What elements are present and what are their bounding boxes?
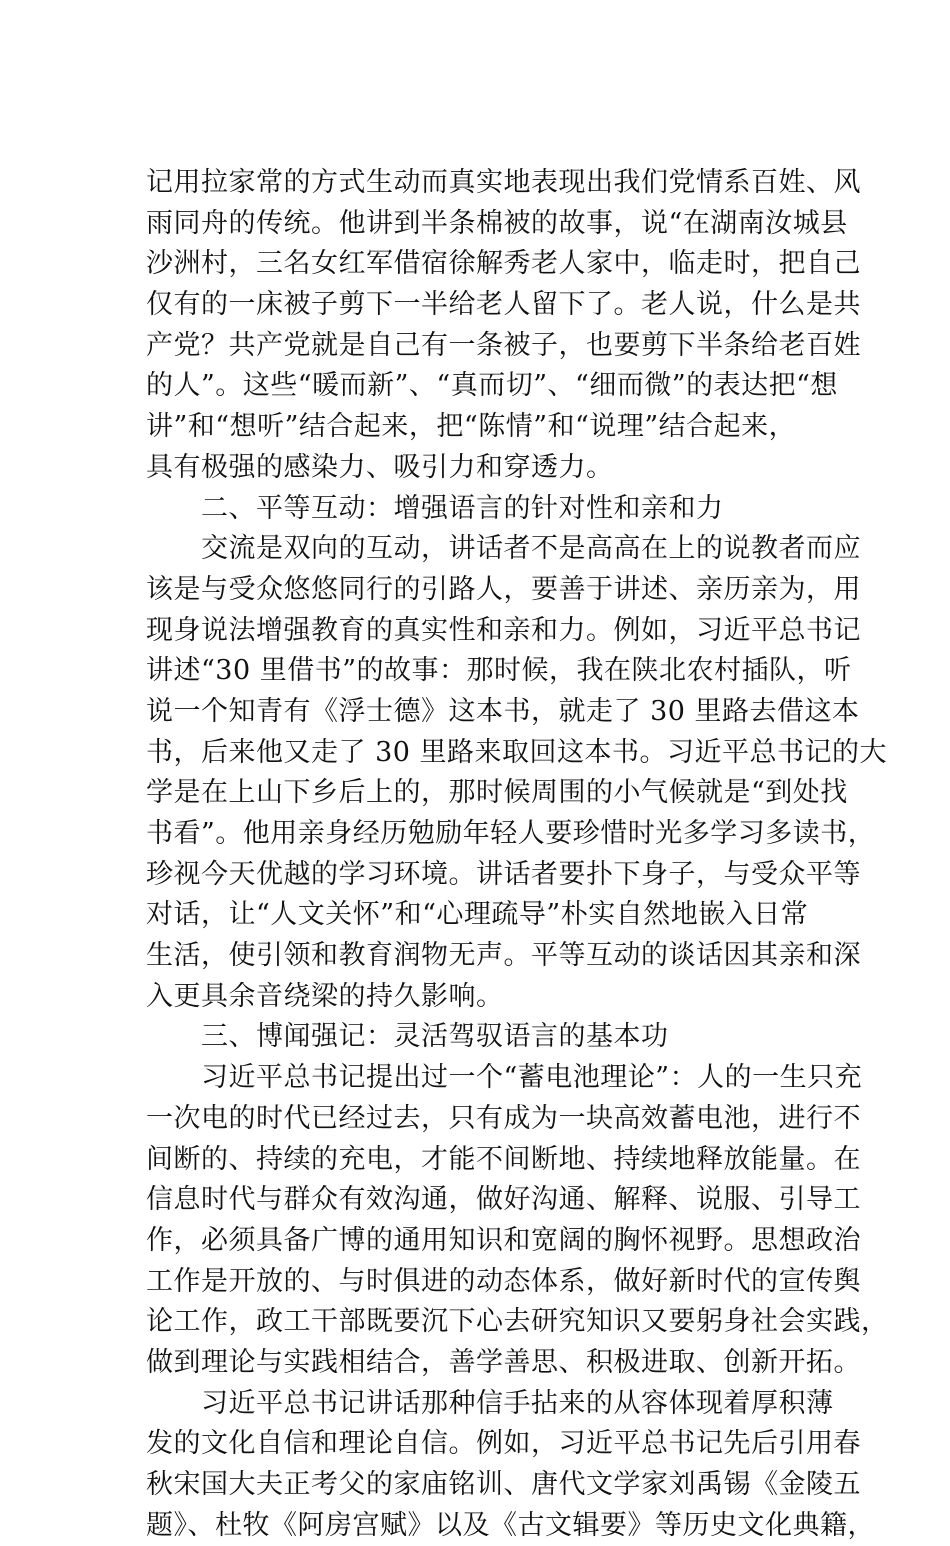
section-heading: 三、博闻强记：灵活驾驭语言的基本功 xyxy=(146,1021,669,1053)
text-line: 习近平总书记讲话那种信手拈来的从容体现着厚积薄 xyxy=(146,1387,834,1419)
text-line: 的人”。这些“暖而新”、“真而切”、“细而微”的表达把“想 xyxy=(146,370,838,402)
text-line: 发的文化自信和理论自信。例如，习近平总书记先后引用春 xyxy=(146,1428,861,1460)
text-line: 说一个知青有《浮士德》这本书，就走了 30 里路去借这本 xyxy=(146,695,860,727)
text-line: 秋宋国大夫正考父的家庙铭训、唐代文学家刘禹锡《金陵五 xyxy=(146,1469,861,1500)
text-line: 做到理论与实践相结合，善学善思、积极进取、创新开拓。 xyxy=(146,1346,861,1378)
text-line: 一次电的时代已经过去，只有成为一块高效蓄电池，进行不 xyxy=(146,1102,861,1134)
text-line: 记用拉家常的方式生动而真实地表现出我们党情系百姓、风 xyxy=(146,167,861,198)
text-line: 讲述“30 里借书”的故事：那时候，我在陕北农村插队，听 xyxy=(146,655,852,687)
text-line: 习近平总书记提出过一个“蓄电池理论”：人的一生只充 xyxy=(146,1062,863,1094)
text-line: 入更具余音绕梁的持久影响。 xyxy=(146,980,504,1012)
text-line: 沙洲村，三名女红军借宿徐解秀老人家中，临走时，把自己 xyxy=(146,248,861,280)
text-line: 论工作，政工干部既要沉下心去研究知识又要躬身社会实践， xyxy=(146,1306,889,1338)
text-line: 学是在上山下乡后上的，那时候周围的小气候就是“到处找 xyxy=(146,777,848,809)
text-line: 仅有的一床被子剪下一半给老人留下了。老人说，什么是共 xyxy=(146,289,861,321)
text-line: 对话，让“人文关怀”和“心理疏导”朴实自然地嵌入日常 xyxy=(146,899,809,931)
text-line: 书看”。他用亲身经历勉励年轻人要珍惜时光多学习多读书， xyxy=(146,818,876,849)
text-line: 交流是双向的互动，讲话者不是高高在上的说教者而应 xyxy=(146,533,861,565)
text-line: 现身说法增强教育的真实性和亲和力。例如，习近平总书记 xyxy=(146,614,861,646)
text-line: 产党？共产党就是自己有一条被子，也要剪下半条给老百姓 xyxy=(146,329,861,361)
text-line: 书，后来他又走了 30 里路来取回这本书。习近平总书记的大 xyxy=(146,736,888,768)
text-line: 具有极强的感染力、吸引力和穿透力。 xyxy=(146,451,614,483)
text-line: 雨同舟的传统。他讲到半条棉被的故事，说“在湖南汝城县 xyxy=(146,207,848,239)
text-line: 信息时代与群众有效沟通，做好沟通、解释、说服、引导工 xyxy=(146,1184,861,1216)
text-line: 该是与受众悠悠同行的引路人，要善于讲述、亲历亲为，用 xyxy=(146,573,861,605)
text-line: 间断的、持续的充电，才能不间断地、持续地释放能量。在 xyxy=(146,1143,861,1175)
text-line: 珍视今天优越的学习环境。讲话者要扑下身子，与受众平等 xyxy=(146,858,861,890)
text-line: 工作是开放的、与时俱进的动态体系，做好新时代的宣传舆 xyxy=(146,1265,861,1297)
section-heading: 二、平等互动：增强语言的针对性和亲和力 xyxy=(146,492,724,524)
text-line: 作，必须具备广博的通用知识和宽阔的胸怀视野。思想政治 xyxy=(146,1224,861,1256)
body-text xyxy=(146,163,906,1546)
text-line: 题》、杜牧《阿房宫赋》以及《古文辑要》等历史文化典籍， xyxy=(146,1509,875,1541)
text-line: 讲”和“想听”结合起来，把“陈情”和“说理”结合起来， xyxy=(146,411,797,443)
text-line: 生活，使引领和教育润物无声。平等互动的谈话因其亲和深 xyxy=(146,940,861,972)
